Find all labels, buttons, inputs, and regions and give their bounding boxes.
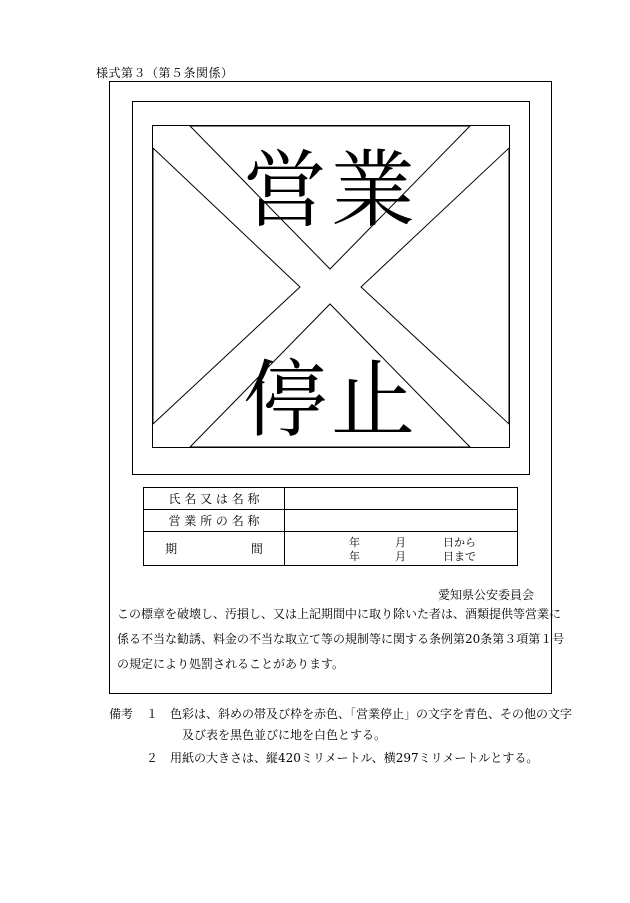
- note-1-number: １: [146, 707, 159, 721]
- note-2-number: ２: [146, 751, 159, 765]
- warning-line-1: この標章を破壊し、汚損し、又は上記期間中に取り除いた者は、酒類提供等営業に: [117, 607, 562, 621]
- day-from: 日から: [443, 536, 476, 549]
- year-from: 年: [349, 536, 360, 549]
- day-until: 日まで: [443, 550, 476, 563]
- month-until: 月: [395, 550, 406, 563]
- table-row: [144, 510, 518, 532]
- name-value: [285, 488, 518, 510]
- business-name-value: [285, 510, 518, 532]
- sign-top-text: 営業: [242, 141, 420, 239]
- period-label-b: 間: [250, 542, 263, 556]
- sign-bottom-text: 停止: [242, 351, 420, 449]
- info-table: [143, 487, 518, 566]
- note-1-line-1: 色彩は、斜めの帯及び枠を赤色、「営業停止」の文字を青色、その他の文字: [170, 707, 573, 721]
- warning-line-3: の規定により処罰されることがあります。: [117, 657, 345, 671]
- year-until: 年: [349, 550, 360, 563]
- name-label: 氏 名 又 は 名 称: [144, 488, 285, 510]
- period-label-a: 期: [165, 542, 178, 556]
- period-value: [285, 532, 518, 566]
- table-row: [144, 488, 518, 510]
- warning-line-2: 係る不当な勧誘、料金の不当な取立て等の規制等に関する条例第20条第３項第１号: [117, 632, 565, 646]
- sign-artwork: [132, 101, 530, 475]
- note-2-text: 用紙の大きさは、縦420ミリメートル、横297ミリメートルとする。: [170, 751, 539, 765]
- business-name-label: 営 業 所 の 名 称: [144, 510, 285, 532]
- month-from: 月: [395, 536, 406, 549]
- note-1-line-2: 及び表を黒色並びに地を白色とする。: [182, 728, 387, 742]
- notes-heading: 備考: [109, 707, 134, 721]
- table-row: [144, 532, 518, 566]
- form-number-label: 様式第３（第５条関係）: [96, 66, 234, 80]
- issuer-name: 愛知県公安委員会: [438, 588, 535, 602]
- period-label: [144, 532, 285, 566]
